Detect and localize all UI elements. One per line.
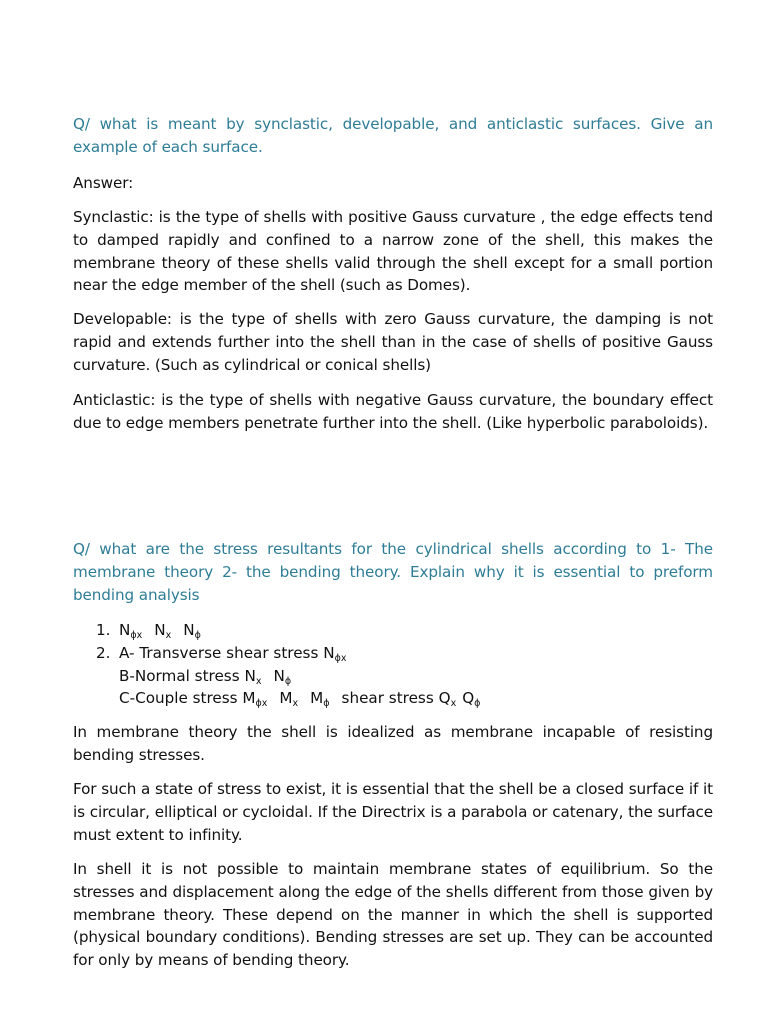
subscript: ϕ	[194, 630, 201, 641]
n-symbol: N	[323, 643, 335, 662]
couple-label: C-Couple stress	[119, 689, 243, 708]
subscript: x	[255, 675, 262, 687]
transverse-label: A- Transverse shear stress	[119, 643, 324, 662]
m-symbol: M	[279, 689, 293, 708]
closed-surface-paragraph: For such a state of stress to exist, it is essential that the shell be a closed surface if it is circular, elliptical or cycloidal. If the Directrix is a parabola or catenary, the surface must extent to infinity.	[73, 780, 713, 844]
n-symbol: N	[119, 621, 131, 639]
question-2: Q/ what are the stress resultants for the cylindrical shells according to 1- The membrane theory 2- the bending theory. Explain why it is essential to preform bending analysis	[73, 540, 713, 604]
subscript: ϕ	[323, 698, 330, 710]
m-symbol: M	[310, 689, 324, 708]
subscript: ϕx	[255, 698, 268, 710]
subscript: ϕ	[474, 698, 481, 710]
list-item	[73, 642, 713, 710]
synclastic-paragraph: Synclastic: is the type of shells with positive Gauss curvature , the edge effects tend to damped rapidly and confined to a narrow zone of the shell, this makes the membrane theory of these shells valid through the shell except for a small portion near the edge member of the shell (such as Domes).	[73, 208, 713, 295]
m-symbol: M	[242, 689, 256, 708]
list-number: 2.	[96, 643, 111, 662]
subscript: ϕx	[130, 630, 143, 641]
answer-label: Answer:	[73, 174, 134, 192]
list-item	[73, 619, 713, 642]
membrane-idealization-paragraph: In membrane theory the shell is idealized as membrane incapable of resisting bending stresses.	[73, 723, 713, 764]
anticlastic-paragraph: Anticlastic: is the type of shells with negative Gauss curvature, the boundary effect due to edge members penetrate further into the shell. (Like hyperbolic paraboloids).	[73, 391, 713, 432]
shear-label: shear stress	[341, 689, 439, 708]
q-symbol: Q	[438, 689, 451, 708]
n-symbol: N	[183, 621, 195, 639]
subscript: x	[450, 698, 457, 710]
transverse-shear-line	[119, 642, 713, 665]
q-symbol: Q	[462, 689, 475, 708]
normal-stress-line	[119, 665, 713, 688]
list-number: 1.	[96, 621, 111, 639]
couple-stress-line	[119, 687, 713, 710]
subscript: x	[165, 630, 172, 641]
stress-resultants-list	[73, 619, 713, 710]
subscript: x	[292, 698, 299, 710]
n-symbol: N	[273, 666, 285, 685]
subscript: ϕx	[334, 652, 347, 664]
membrane-resultants	[119, 619, 713, 642]
n-symbol: N	[244, 666, 256, 685]
n-symbol: N	[154, 621, 166, 639]
bending-theory-paragraph: In shell it is not possible to maintain membrane states of equilibrium. So the stresses and displacement along the edge of the shells different from those given by membrane theory. These depend on the manner in which the shell is supported (physical boundary conditions). Bending stresses are set up. They can be accounted for only by means of bending theory.	[73, 860, 713, 970]
question-1: Q/ what is meant by synclastic, developable, and anticlastic surfaces. Give an example of each surface.	[73, 115, 713, 156]
subscript: ϕ	[284, 675, 292, 687]
normal-label: B-Normal stress	[119, 666, 245, 685]
developable-paragraph: Developable: is the type of shells with zero Gauss curvature, the damping is not rapid and extends further into the shell than in the case of shells of positive Gauss curvature. (Such as cylindrical or conical shells)	[73, 310, 713, 374]
